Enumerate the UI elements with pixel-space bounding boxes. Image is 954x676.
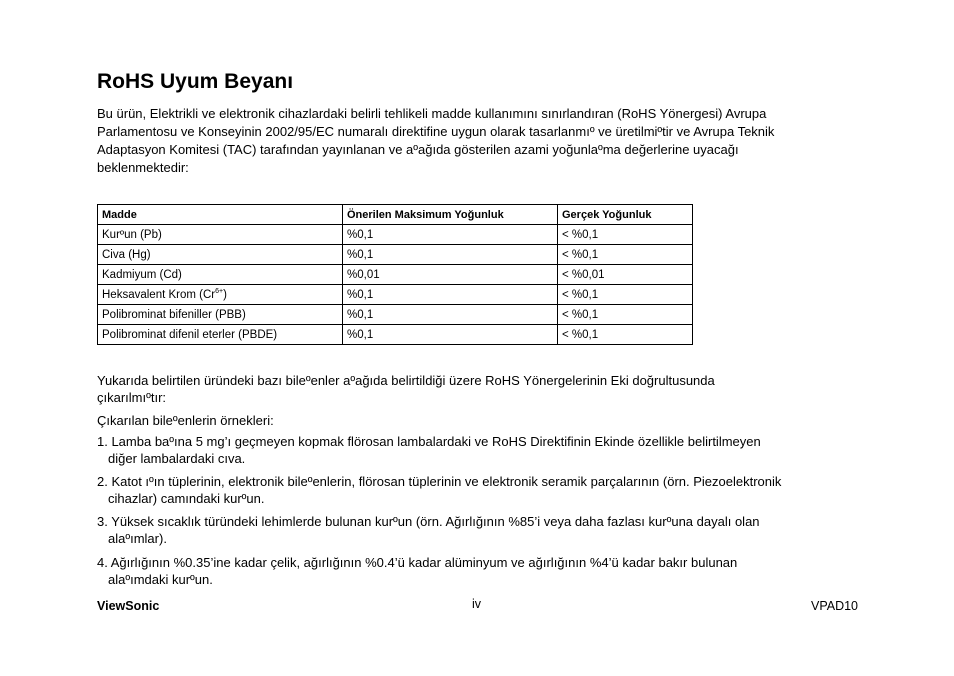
actual-concentration-cell: < %0,1: [558, 305, 693, 325]
header-actual-concentration: Gerçek Yoğunluk: [558, 205, 693, 225]
substance-name: Kurºun (Pb): [102, 228, 162, 241]
example-item: [97, 554, 867, 588]
example-line: 1. Lamba baºına 5 mg’ı geçmeyen kopmak flörosan lambalardaki ve RoHS Direktifinin Ekinde özellikle belirtilmeyen: [97, 434, 761, 449]
actual-concentration-cell: < %0,1: [558, 225, 693, 245]
example-line-continued: alaºımlar).: [108, 531, 167, 546]
example-line: 3. Yüksek sıcaklık türündeki lehimlerde bulunan kurºun (örn. Ağırlığının %85’i veya daha fazlası kurºuna dayalı olan: [97, 514, 760, 529]
example-item: [97, 513, 867, 547]
substance-cell: [98, 245, 343, 265]
exemption-intro: [97, 372, 867, 406]
intro-line: Bu ürün, Elektrikli ve elektronik cihazlardaki belirli tehlikeli madde kullanımını sınırlandıran (RoHS Yönergesi) Avrupa: [97, 106, 767, 121]
max-concentration-cell: %0,1: [343, 325, 558, 345]
example-item: [97, 433, 867, 467]
substance-name: Polibrominat difenil eterler (PBDE): [102, 328, 278, 341]
max-concentration-cell: %0,1: [343, 285, 558, 305]
table-row: [98, 325, 693, 345]
substance-name: Kadmiyum (Cd): [102, 268, 182, 281]
substance-cell: [98, 225, 343, 245]
header-substance: Madde: [98, 205, 343, 225]
example-line-continued: alaºımdaki kurºun.: [108, 572, 213, 587]
intro-line: beklenmektedir:: [97, 160, 189, 175]
table-row: [98, 285, 693, 305]
actual-concentration-cell: < %0,1: [558, 285, 693, 305]
substance-name: Polibrominat bifeniller (PBB): [102, 308, 246, 321]
substance-name: Heksavalent Krom (Cr: [102, 288, 216, 301]
page-title: RoHS Uyum Beyanı: [97, 70, 294, 93]
example-item: [97, 473, 867, 507]
examples-heading-text: Çıkarılan bileºenlerin örnekleri:: [97, 413, 274, 428]
exemption-intro-line: Yukarıda belirtilen üründeki bazı bileºenler aºağıda belirtildiği üzere RoHS Yönergelerinin Eki doğrultusunda: [97, 373, 715, 388]
max-concentration-cell: %0,1: [343, 305, 558, 325]
exemption-intro-line: çıkarılmıºtır:: [97, 390, 167, 405]
substance-cell: [98, 285, 343, 305]
header-max-concentration: Önerilen Maksimum Yoğunluk: [343, 205, 558, 225]
intro-line: Parlamentosu ve Konseyinin 2002/95/EC numaralı direktifine uygun olarak tasarlanmıº ve üretilmiºtir ve Avrupa Teknik: [97, 124, 775, 139]
table-row: [98, 245, 693, 265]
actual-concentration-cell: < %0,01: [558, 265, 693, 285]
examples-heading: [97, 412, 867, 429]
footer-model-number: VPAD10: [810, 599, 858, 613]
footer-page-number: iv: [472, 597, 482, 611]
substance-name: Civa (Hg): [102, 248, 151, 261]
example-line-continued: cihazlar) camındaki kurºun.: [108, 491, 265, 506]
table-row: [98, 265, 693, 285]
actual-concentration-cell: < %0,1: [558, 325, 693, 345]
footer-brand: ViewSonic: [97, 599, 160, 613]
max-concentration-cell: %0,1: [343, 225, 558, 245]
table-row: [98, 305, 693, 325]
substance-suffix: ): [223, 288, 227, 301]
intro-paragraph: [97, 105, 867, 177]
actual-concentration-cell: < %0,1: [558, 245, 693, 265]
rohs-concentration-table: [97, 204, 693, 345]
table-row: [98, 225, 693, 245]
example-line: 2. Katot ıºın tüplerinin, elektronik bileºenlerin, flörosan tüplerinin ve elektronik seramik parçalarının (örn. Piezoelektronik: [97, 474, 782, 489]
substance-cell: [98, 305, 343, 325]
example-line-continued: diğer lambalardaki cıva.: [108, 451, 246, 466]
substance-cell: [98, 265, 343, 285]
intro-line: Adaptasyon Komitesi (TAC) tarafından yayınlanan ve aºağıda gösterilen azami yoğunlaºma değerlerine uyacağı: [97, 142, 739, 157]
max-concentration-cell: %0,1: [343, 245, 558, 265]
table-header-row: [98, 205, 693, 225]
substance-superscript: 6+: [215, 287, 224, 295]
substance-cell: [98, 325, 343, 345]
max-concentration-cell: %0,01: [343, 265, 558, 285]
example-line: 4. Ağırlığının %0.35’ine kadar çelik, ağırlığının %0.4’ü kadar alüminyum ve ağırlığının %4’ü kadar bakır bulunan: [97, 555, 738, 570]
